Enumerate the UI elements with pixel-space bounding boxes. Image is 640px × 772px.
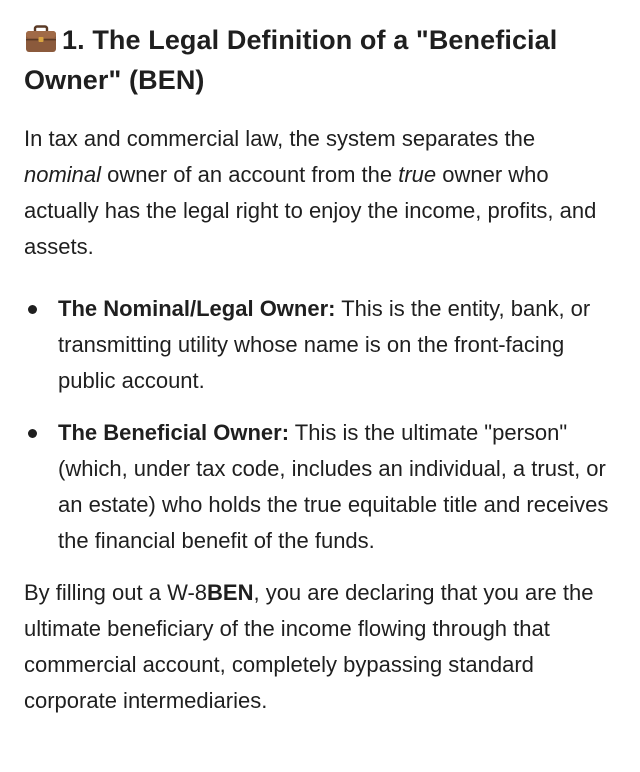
intro-paragraph [24, 121, 616, 265]
intro-text-2: owner of an account from the [101, 162, 399, 187]
bullet-dot-icon [28, 305, 37, 314]
bullet-nominal-owner [24, 291, 616, 399]
outro-paragraph [24, 575, 616, 719]
briefcase-icon [24, 24, 58, 52]
bullet-text: This is the entity, bank, or transmitting utility whose name is on the front-facing public account. [58, 296, 591, 393]
bullet-term: The Nominal/Legal Owner: [58, 296, 336, 321]
intro-text-3: owner who actually has the legal right to enjoy the income, profits, and assets. [24, 162, 597, 259]
intro-italic-nominal: nominal [24, 162, 102, 187]
intro-text-1: In tax and commercial law, the system separates the [24, 126, 536, 151]
section-heading-text: 1. The Legal Definition of a "Beneficial Owner" (BEN) [24, 25, 558, 95]
intro-italic-true: true [398, 162, 437, 187]
section-heading [24, 20, 616, 100]
bullet-term: The Beneficial Owner: [58, 420, 290, 445]
outro-text-1: By filling out a W-8 [24, 580, 208, 605]
outro-bold-ben: BEN [207, 580, 254, 605]
bullet-beneficial-owner [24, 415, 616, 559]
owner-bullet-list [24, 291, 616, 559]
bullet-dot-icon [28, 429, 37, 438]
outro-text-2: , you are declaring that you are the ultimate beneficiary of the income flowing through that commercial account, completely bypassing standard corporate intermediaries. [24, 580, 594, 713]
bullet-text: This is the ultimate "person" (which, under tax code, includes an individual, a trust, or an estate) who holds the true equitable title and receives the financial benefit of the funds. [58, 420, 609, 553]
